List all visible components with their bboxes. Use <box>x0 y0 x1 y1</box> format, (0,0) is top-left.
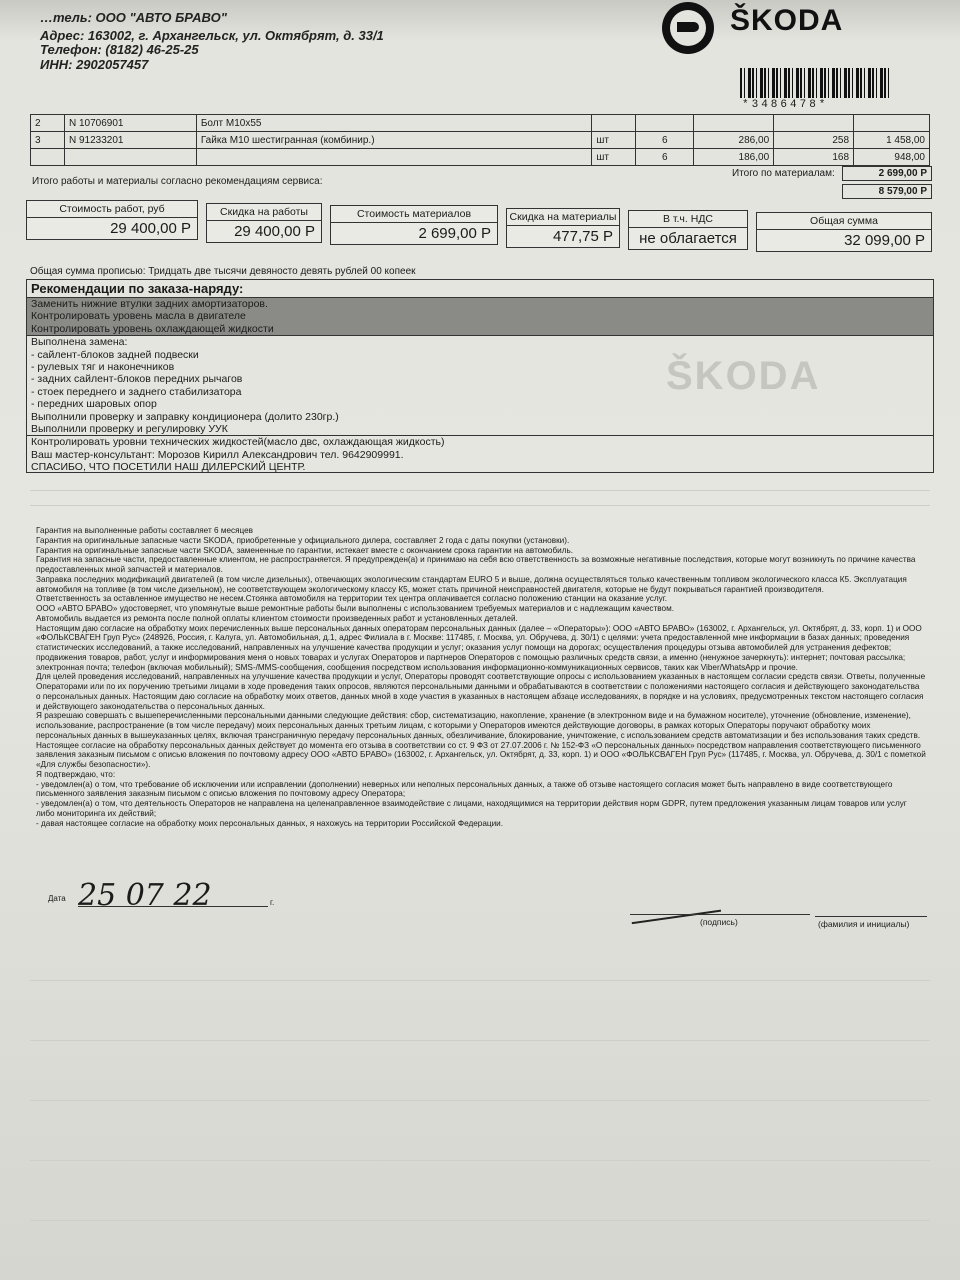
date-label: Дата <box>48 894 66 903</box>
terms-paragraph: ООО «АВТО БРАВО» удостоверяет, что упомянутые выше ремонтные работы были выполнены с использованием требуемых материалов и с надлежащим качеством. <box>36 604 674 613</box>
table-cell-name <box>196 149 592 166</box>
table-cell-qty: 6 <box>636 132 694 149</box>
table-cell-unit <box>592 115 636 132</box>
signature-caption: (подпись) <box>700 917 738 927</box>
recommended-total-label: Итого работы и материалы согласно рекомендациям сервиса: <box>32 176 323 187</box>
terms-paragraph: Гарантия на оригинальные запасные части SKODA, замененные по гарантии, истекает вместе с окончанием срока гарантии на автомобиль. <box>36 545 574 555</box>
terms-paragraph: Автомобиль выдается из ремонта после полной оплаты клиентом стоимости произведенных работ и установленных деталей. <box>36 613 518 623</box>
recommendation-line: Заменить нижние втулки задних амортизаторов. <box>31 298 268 310</box>
terms-paragraph: Я подтверждаю, что: <box>36 769 116 779</box>
table-cell-unit: шт <box>592 149 636 166</box>
recommendations-footer <box>27 435 933 473</box>
performed-line: Выполнили проверку и заправку кондиционера (долито 230гр.) <box>31 410 339 423</box>
terms-paragraph: Для целей проведения исследований, направленных на улучшение качества продукции и услуг, Операторы проводят соответствующие опросы с использованием указанных в настоящем согласии средств связи. Ответы, полученные Операторами или по их поручению третьими лицами в ходе проведения таких опросов, являются персональными данными и обрабатываются в соответствии с положениями настоящего согласия и действующего законодательства о персональных данных. Настоящим даю согласие на обработку моих ответов, данных мной в ходе участия в указанных в настоящем абзаце исследованиях, в порядке и на условиях, предусмотренных текстом настоящего согласия и действующего законодательства о персональных данных. <box>36 672 926 711</box>
table-row <box>31 115 930 132</box>
recommendation-line: Контролировать уровень охлаждающей жидкости <box>31 322 274 335</box>
table-cell-price: 186,00 <box>694 149 774 166</box>
footer-line: Контролировать уровни технических жидкостей(масло двс, охлаждающая жидкость) <box>31 436 445 449</box>
terms-paragraph: Ответственность за оставленное имущество не несем.Стоянка автомобиля на территории тех центра оплачивается согласно положению станции на оказание услуг. <box>36 594 668 604</box>
total-sum-box <box>756 212 932 252</box>
terms-paragraph: Настоящим даю согласие на обработку моих перечисленных выше персональных данных операторам персональных данных (далее – «Операторы»): ООО «АВТО БРАВО» (163002, г. Архангельск, ул. Октябрят, д. 33, корп. 1) и ООО «ФОЛЬКСВАГЕН Груп Рус» (248926, Россия, г. Калуга, ул. Автомобильная, д.1, адрес Филиала в г. Москве: 117485, г. Москва, ул. Обручева, д. 30/1) с целями: учета предоставленной мне информации в базах данных; проведения статистических исследований, а также исследований, направленных на улучшение качества продукции и услуг; оказания услуг помощи на дорогах; осуществления процедуры отзыва автомобилей для устранения дефектов; продвижения товаров, работ, услуг и информирования меня о новых товарах и услугах Операторов и партнеров Операторов с помощью различных средств связи, а именно (ненужное зачеркнуть): интернет; почтовая рассылка; электронная почта; телефон (включая мобильный); SMS-/MMS-сообщения, сообщения посредством использования информационно-коммуникационных сервисов, таких как Viber/WhatsApp и прочие. <box>36 623 922 672</box>
footer-line: СПАСИБО, ЧТО ПОСЕТИЛИ НАШ ДИЛЕРСКИЙ ЦЕНТР. <box>31 461 306 474</box>
seller-inn: ИНН: 2902057457 <box>40 57 149 72</box>
table-cell-total: 1 458,00 <box>854 132 930 149</box>
seller-name: …тель: ООО "АВТО БРАВО" <box>40 10 227 25</box>
vat-label: В т.ч. НДС <box>629 211 747 228</box>
performed-line: - стоек переднего и заднего стабилизатора <box>31 385 242 398</box>
materials-total-label: Итого по материалам: <box>732 168 835 179</box>
terms-paragraph: Настоящее согласие на обработку персональных данных действует до момента его отзыва в соответствии со ст. 9 ФЗ от 27.07.2006 г. № 152-ФЗ «О персональных данных» посредством направления соответствующего письменного заявления заказным письмом с описью вложения по почтовому адресу ООО «АВТО БРАВО» (163002, г. Архангельск, ул. Октябрят, д. 33, корп. 1) и ООО «ФОЛЬКСВАГЕН Груп Рус» (117485, г. Москва, ул. Обручева, д. 30/1 с пометкой «Для службы безопасности»). <box>36 740 926 769</box>
table-row <box>31 132 930 149</box>
performed-line: Выполнили проверку и регулировку УУК <box>31 422 228 435</box>
terms-paragraph: Я разрешаю совершать с вышеперечисленными персональными данными следующие действия: сбор, систематизацию, накопление, хранение (в электронном виде и на бумажном носителе), уточнение (обновление, изменение), использование, распространение (в том числе передачу) моих персональных данных третьим лицам, с которыми у Операторов имеются действующие договоры, в рамках которых Операторы поручают обработку моих персональных данных в вышеуказанных целях, включая трансграничную передачу персональных данных, обезличивание, блокирование, уничтожение, с использованием средств автоматизации и без использования таких средств. <box>36 711 921 740</box>
materials-cost-box <box>330 205 498 245</box>
terms-paragraph: Гарантия на оригинальные запасные части SKODA, приобретенные у официального дилера, составляет 2 года с даты покупки (установки). <box>36 535 570 545</box>
total-sum-label: Общая сумма <box>757 213 931 230</box>
table-cell-qty: 6 <box>636 149 694 166</box>
fullname-caption: (фамилия и инициалы) <box>818 919 910 929</box>
vat-box <box>628 210 748 250</box>
labor-discount-label: Скидка на работы <box>207 204 321 221</box>
total-sum-value: 32 099,00 Р <box>844 232 925 249</box>
table-cell-code <box>64 149 196 166</box>
performed-line: - сайлент-блоков задней подвески <box>31 348 199 361</box>
table-cell-name: Гайка М10 шестигранная (комбинир.) <box>196 132 592 149</box>
labor-cost-box <box>26 200 198 240</box>
recommendations-highlighted <box>27 298 933 335</box>
recommendation-line: Контролировать уровень масла в двигателе <box>31 310 246 323</box>
recommendations-title: Рекомендации по заказа-наряду: <box>27 280 933 298</box>
table-cell-num: 2 <box>31 115 65 132</box>
labor-cost-label: Стоимость работ, руб <box>27 201 197 218</box>
performed-work <box>27 335 933 435</box>
brand-name: ŠKODA <box>730 4 844 37</box>
table-cell-num: 3 <box>31 132 65 149</box>
labor-discount-value: 29 400,00 Р <box>234 223 315 240</box>
materials-discount-value: 477,75 Р <box>552 228 613 245</box>
handwritten-date: 25 07 22 <box>78 878 212 913</box>
skoda-logo-icon <box>662 2 714 54</box>
table-cell-code: N 91233201 <box>64 132 196 149</box>
terms-paragraph: Гарантия на выполненные работы составляет 6 месяцев <box>36 526 254 535</box>
sum-in-words: Общая сумма прописью: Тридцать две тысячи девяносто девять рублей 00 копеек <box>30 266 416 277</box>
terms-paragraph: Заправка последних модификаций двигателей (в том числе дизельных), отвечающих экологическим стандартам EURO 5 и выше, должна осуществляться только качественным топливом экологического класса К5. Эксплуатация автомобиля на топливе (в том числе дизельном), не соответствующем экологическому классу К5, может стать причиной неисправностей двигателя, которые не будут покрываться гарантией производителя. <box>36 574 907 594</box>
table-row <box>31 149 930 166</box>
terms-paragraph: - уведомлен(а) о том, что деятельность Операторов не направлена на целенаправленное взаимодействие с лицами, находящимися на территории действия норм GDPR, путем предложения указанным лицам товаров или услуг либо мониторинга их действий; <box>36 799 907 818</box>
seller-phone: Телефон: (8182) 46-25-25 <box>40 42 199 57</box>
parts-table <box>30 114 930 166</box>
materials-cost-label: Стоимость материалов <box>331 206 497 223</box>
table-cell-amount: 168 <box>774 149 854 166</box>
watermark-brand: ŠKODA <box>666 354 821 398</box>
table-cell-unit: шт <box>592 132 636 149</box>
table-cell-total: 948,00 <box>854 149 930 166</box>
materials-discount-label: Скидка на материалы <box>507 209 619 226</box>
table-cell-amount <box>774 115 854 132</box>
table-cell-price <box>694 115 774 132</box>
table-cell-num <box>31 149 65 166</box>
seller-address: Адрес: 163002, г. Архангельск, ул. Октябрят, д. 33/1 <box>40 28 384 43</box>
terms-paragraph: Гарантия на запасные части, предоставленные клиентом, не распространяется. Я предупрежден(а) и принимаю на себя всю ответственность за возможные негативные последствия, которые могут возникнуть по причине качества предоставленных мной запчастей и материалов. <box>36 555 916 574</box>
performed-line: - передних шаровых опор <box>31 398 157 411</box>
table-cell-code: N 10706901 <box>64 115 196 132</box>
footer-line: Ваш мастер-консультант: Морозов Кирилл Александрович тел. 9642909991. <box>31 448 404 461</box>
date-suffix: г. <box>270 898 275 907</box>
table-cell-amount: 258 <box>774 132 854 149</box>
vat-value: не облагается <box>639 230 737 247</box>
performed-line: Выполнена замена: <box>31 336 128 349</box>
table-cell-total <box>854 115 930 132</box>
terms-paragraph: - уведомлен(а) о том, что требование об исключении или исправлении (дополнении) неверных или неполных персональных данных, а также об отзыве настоящего согласия может быть направлено в виде соответствующего письменного заявления заказным письмом с описью вложения по почтовому адресу Оператора; <box>36 779 893 799</box>
grand-total-value: 8 579,00 Р <box>842 184 932 199</box>
terms-and-consent-text <box>36 526 926 828</box>
barcode-number: *3486478* <box>742 99 829 111</box>
materials-total-value: 2 699,00 Р <box>842 166 932 181</box>
materials-discount-box <box>506 208 620 248</box>
table-cell-price: 286,00 <box>694 132 774 149</box>
materials-cost-value: 2 699,00 Р <box>418 225 491 242</box>
labor-cost-value: 29 400,00 Р <box>110 220 191 237</box>
recommendations-box <box>26 279 934 473</box>
performed-line: - рулевых тяг и наконечников <box>31 360 175 373</box>
barcode <box>740 68 890 98</box>
table-cell-qty <box>636 115 694 132</box>
labor-discount-box <box>206 203 322 243</box>
terms-paragraph: - давая настоящее согласие на обработку моих персональных данных, я нахожусь на территории Российской Федерации. <box>36 818 504 828</box>
performed-line: - задних сайлент-блоков передних рычагов <box>31 373 243 386</box>
table-cell-name: Болт М10х55 <box>196 115 592 132</box>
